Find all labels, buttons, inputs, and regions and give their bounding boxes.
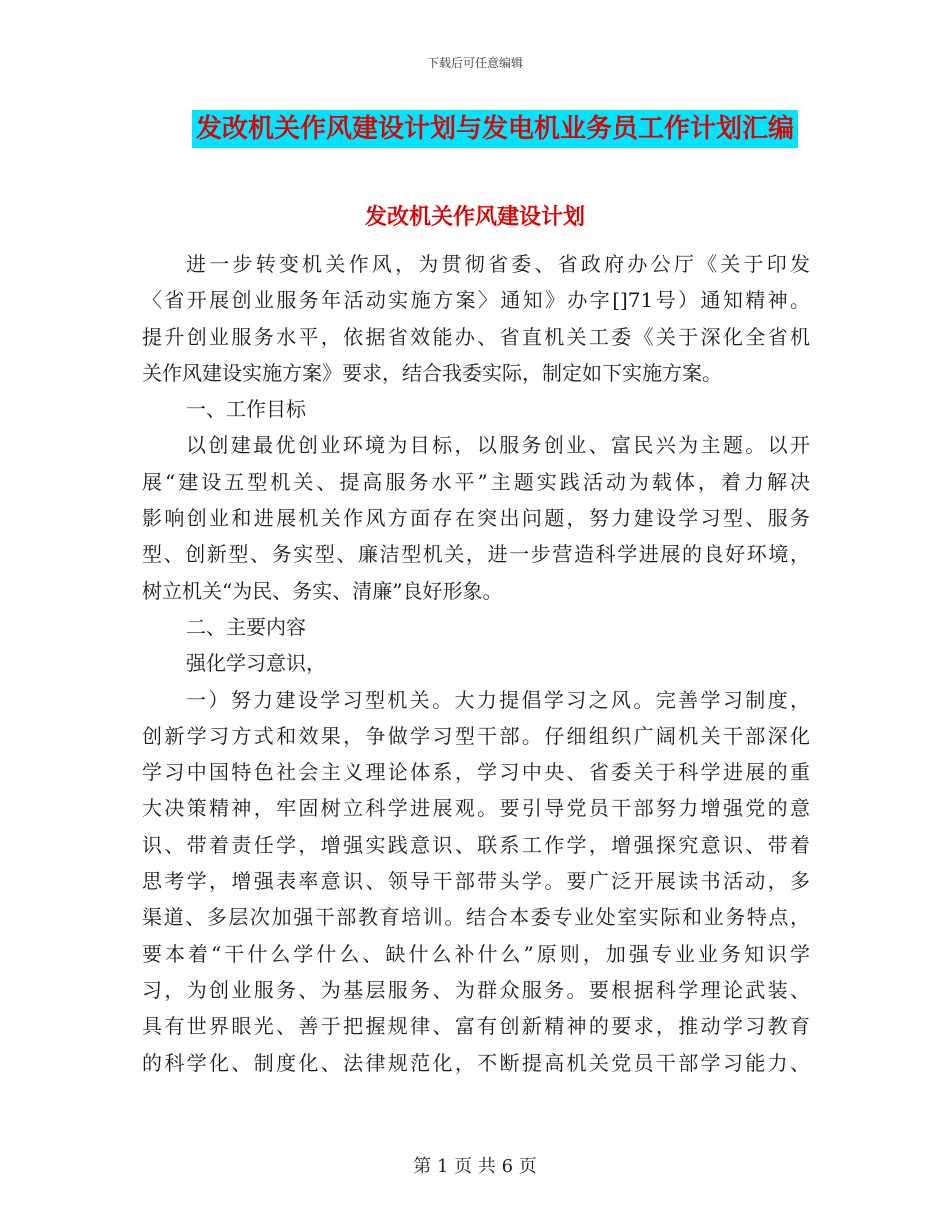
text-line: 提升创业服务水平，依据省效能办、省直机关工委《关于深化全省机 [142,324,810,349]
text-line: 创新学习方式和效果，争做学习型干部。仔细组织广阔机关干部深化 [142,723,810,748]
text-line: 学习中国特色社会主义理论体系，学习中央、省委关于科学进展的重 [142,760,810,785]
text-line: 强化学习意识， [186,651,326,676]
text-line: 展“建设五型机关、提高服务水平”主题实践活动为载体，着力解决 [142,469,810,494]
text-line: 二、主要内容 [186,614,306,639]
body-text [142,246,810,1081]
text-line: 树立机关“为民、务实、清廉”良好形象。 [142,578,503,603]
text-line: 大决策精神，牢固树立科学进展观。要引导党员干部努力增强党的意 [142,796,810,821]
text-line: 的科学化、制度化、法律规范化，不断提高机关党员干部学习能力、 [142,1050,810,1075]
text-line: 关作风建设实施方案》要求，结合我委实际，制定如下实施方案。 [142,360,722,385]
text-line: 要本着“干什么学什么、缺什么补什么”原则，加强专业业务知识学 [142,941,810,966]
text-line: 型、创新型、务实型、廉洁型机关，进一步营造科学进展的良好环境， [142,542,810,567]
text-line: 以创建最优创业环境为目标，以服务创业、富民兴为主题。以开 [186,433,810,458]
text-line: 一、工作目标 [186,397,306,422]
text-line: 识、带着责任学，增强实践意识、联系工作学，增强探究意识、带着 [142,832,810,857]
text-line: 影响创业和进展机关作风方面存在突出问题，努力建设学习型、服务 [142,506,810,531]
section-title: 发改机关作风建设计划 [364,205,585,230]
text-line: 进一步转变机关作风，为贯彻省委、省政府办公厅《关于印发 [186,252,810,276]
text-line: 一）努力建设学习型机关。大力提倡学习之风。完善学习制度， [186,687,810,712]
text-line: 具有世界眼光、善于把握规律、富有创新精神的要求，推动学习教育 [142,1014,810,1039]
text-line: 渠道、多层次加强干部教育培训。结合本委专业处室实际和业务特点， [142,905,810,930]
page-footer: 第 1 页 共 6 页 [413,1156,537,1177]
text-line: 〈省开展创业服务年活动实施方案〉通知》办字[]71号）通知精神。 [142,288,810,313]
text-line: 思考学，增强表率意识、领导干部带头学。要广泛开展读书活动，多 [142,869,810,894]
text-line: 习，为创业服务、为基层服务、为群众服务。要根据科学理论武装、 [142,977,810,1002]
document-main-title: 发改机关作风建设计划与发电机业务员工作计划汇编 [192,110,798,148]
header-note: 下载后可任意编辑 [426,56,523,70]
